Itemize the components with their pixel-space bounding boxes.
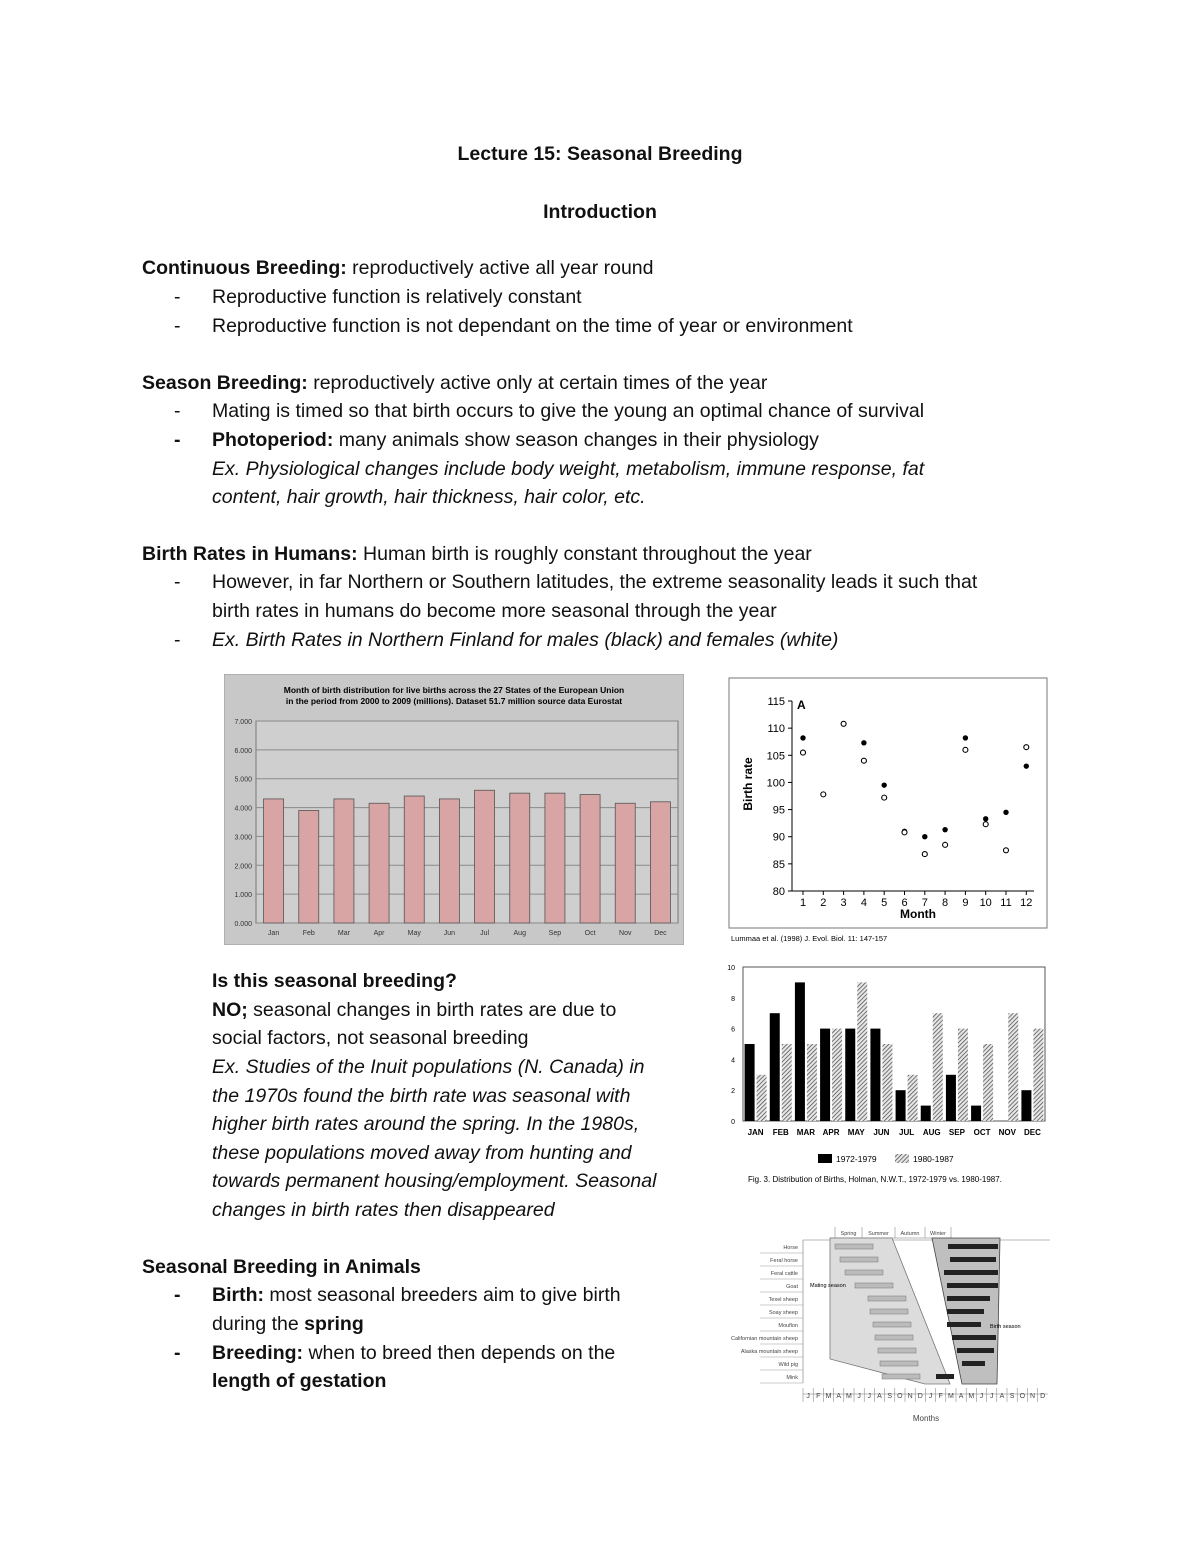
y-tick-label: 10	[727, 965, 735, 972]
species-label: Horse	[783, 1245, 798, 1251]
y-tick-label: 8	[731, 995, 735, 1003]
month-letter: J	[806, 1393, 810, 1400]
x-tick-label: APR	[822, 1128, 840, 1137]
breeding-bullet	[212, 1339, 615, 1368]
section-heading-introduction: Introduction	[543, 201, 657, 223]
month-letter: M	[968, 1393, 975, 1400]
y-tick-label: 100	[766, 777, 785, 790]
mating-bar	[875, 1335, 913, 1340]
photoperiod-term: Photoperiod:	[212, 429, 334, 451]
female-point	[882, 795, 887, 800]
plot-area	[256, 721, 678, 923]
male-point	[963, 735, 968, 740]
birth-bar	[950, 1257, 996, 1262]
birth-season-label: Birth season	[990, 1324, 1021, 1330]
legend-swatch-1980	[895, 1154, 909, 1163]
bar	[264, 799, 284, 923]
birth-bar	[936, 1374, 954, 1379]
season-label: Autumn	[900, 1231, 920, 1237]
bullet-dash: -	[174, 1342, 181, 1364]
x-tick-label: 11	[1000, 897, 1012, 909]
bar-1980-1987	[782, 1044, 792, 1121]
month-letter: J	[867, 1393, 872, 1400]
season-breeding-definition	[142, 369, 767, 398]
x-tick-label: NOV	[998, 1128, 1016, 1137]
x-tick-label: 9	[962, 897, 969, 909]
x-tick-label: DEC	[1023, 1128, 1041, 1137]
bar-1980-1987	[1033, 1029, 1043, 1121]
x-tick-label: 8	[942, 897, 949, 909]
y-tick-label: 90	[772, 831, 785, 844]
species-label: Goat	[786, 1284, 798, 1290]
y-tick-label: 95	[772, 804, 785, 817]
x-tick-label: JUL	[899, 1128, 915, 1137]
photoperiod-example-line1: Ex. Physiological changes include body weight, metabolism, immune response, fat	[212, 458, 925, 480]
male-point	[800, 735, 805, 740]
continuous-breeding-term: Continuous Breeding:	[142, 257, 347, 279]
bar	[580, 795, 600, 923]
bar-1980-1987	[908, 1075, 918, 1121]
birth-bar	[948, 1244, 998, 1249]
bar	[475, 790, 495, 923]
female-point	[1004, 848, 1009, 853]
breeding-term: Breeding:	[212, 1342, 304, 1364]
y-tick-label: 7.000	[234, 719, 252, 726]
x-tick-label: 2	[820, 897, 827, 909]
female-point	[943, 842, 948, 847]
species-label: Wild pig	[778, 1362, 798, 1368]
bullet-dash: -	[174, 286, 181, 308]
x-tick-label: 1	[799, 897, 807, 909]
species-label: Mouflon	[778, 1323, 798, 1329]
male-point	[942, 827, 947, 832]
photoperiod-def: many animals show season changes in their physiology	[338, 429, 819, 451]
y-tick-label: 1.000	[234, 892, 252, 900]
birth-def-line2: during the	[212, 1313, 299, 1335]
spring-term: spring	[304, 1313, 364, 1335]
mating-season-label: Mating season	[810, 1283, 846, 1289]
month-letter: S	[1009, 1393, 1015, 1400]
figure-caption: Fig. 3. Distribution of Births, Holman, N.W.T., 1972-1979 vs. 1980-1987.	[748, 1175, 1002, 1184]
bar-1972-1979	[870, 1029, 880, 1121]
inuit-example-line: the 1970s found the birth rate was seasonal with	[212, 1085, 631, 1107]
month-letter: F	[938, 1393, 943, 1400]
birth-bar	[962, 1361, 985, 1366]
answer-no: NO;	[212, 999, 248, 1021]
page-title: Lecture 15: Seasonal Breeding	[457, 143, 743, 165]
bar-1972-1979	[1021, 1090, 1031, 1121]
birth-rates-humans-term: Birth Rates in Humans:	[142, 543, 358, 565]
month-letter: J	[989, 1393, 994, 1400]
answer-line1	[212, 996, 616, 1025]
x-tick-label: 4	[860, 897, 867, 909]
female-point	[821, 792, 826, 797]
x-tick-label: Sep	[548, 930, 562, 937]
month-letter: F	[816, 1393, 821, 1400]
season-breeding-def: reproductively active only at certain times of the year	[313, 372, 768, 394]
continuous-breeding-definition	[142, 254, 653, 283]
x-tick-label: 5	[881, 897, 888, 909]
y-tick-label: 80	[772, 886, 785, 898]
bar-1972-1979	[770, 1013, 780, 1121]
x-tick-label: 10	[979, 897, 992, 909]
x-tick-label: Jul	[480, 930, 490, 937]
month-letter: N	[907, 1393, 913, 1400]
chart-title-line1: Month of birth distribution for live births across the 27 States of the European Union	[283, 685, 625, 695]
mating-bar	[835, 1244, 873, 1249]
x-tick-label: Jan	[267, 930, 280, 937]
x-tick-label: FEB	[772, 1128, 789, 1137]
birth-bar	[947, 1309, 984, 1314]
x-axis-label: Month	[900, 907, 936, 921]
bar	[404, 796, 424, 923]
inuit-example-line: Ex. Studies of the Inuit populations (N. Canada) in	[212, 1056, 645, 1078]
bullet-dash: -	[174, 1284, 181, 1306]
bar-1980-1987	[933, 1013, 943, 1121]
bar-1980-1987	[857, 982, 867, 1121]
male-point	[983, 816, 988, 821]
x-tick-label: Jun	[443, 930, 456, 937]
mating-bar	[840, 1257, 878, 1262]
humans-bullet-1-line1: However, in far Northern or Southern latitudes, the extreme seasonality leads it such that	[212, 571, 978, 593]
mating-bar	[855, 1283, 893, 1288]
month-letter: O	[1019, 1393, 1026, 1400]
mating-bar	[878, 1348, 916, 1353]
x-tick-label: Nov	[619, 930, 632, 937]
answer-line2: social factors, not seasonal breeding	[212, 1027, 529, 1049]
x-tick-label: Oct	[584, 930, 596, 937]
bar-1972-1979	[921, 1106, 931, 1121]
bar-1980-1987	[882, 1044, 892, 1121]
bar-1972-1979	[845, 1029, 855, 1121]
bar-1980-1987	[983, 1044, 993, 1121]
female-point	[841, 721, 846, 726]
gestation-term: length of gestation	[212, 1370, 387, 1392]
breeding-def: when to breed then depends on the	[308, 1342, 616, 1364]
birth-bullet	[212, 1281, 621, 1310]
citation: Lummaa et al. (1998) J. Evol. Biol. 11: 147-157	[731, 934, 888, 943]
month-letter: S	[887, 1393, 893, 1400]
month-letter: J	[857, 1393, 861, 1400]
y-tick-label: 5.000	[234, 776, 252, 784]
birth-def: most seasonal breeders aim to give birth	[269, 1284, 621, 1306]
continuous-bullet-2: Reproductive function is not dependant on the time of year or environment	[212, 315, 853, 337]
months-axis-label: Months	[912, 1414, 940, 1423]
bar	[510, 793, 530, 923]
x-tick-label: OCT	[973, 1128, 991, 1137]
bar	[615, 803, 635, 923]
legend-label-1972: 1972-1979	[836, 1154, 877, 1164]
x-tick-label: JAN	[747, 1128, 764, 1137]
mating-bar	[845, 1270, 883, 1275]
inuit-example-line: higher birth rates around the spring. In the 1980s,	[212, 1113, 640, 1135]
photoperiod-example-line2: content, hair growth, hair thickness, hair color, etc.	[212, 486, 646, 508]
bar-1980-1987	[1008, 1013, 1018, 1121]
month-letter: D	[917, 1393, 923, 1400]
birth-bar	[957, 1348, 994, 1353]
y-tick-label: 105	[766, 750, 785, 763]
finland-birth-scatter-chart	[722, 674, 1050, 952]
month-letter: A	[999, 1393, 1005, 1400]
bar-1980-1987	[832, 1029, 842, 1121]
y-tick-label: 0.000	[234, 921, 252, 928]
birth-bar	[947, 1296, 990, 1301]
month-letter: M	[845, 1393, 852, 1400]
bar	[545, 793, 565, 923]
species-label: Soay sheep	[768, 1310, 798, 1316]
bar-1972-1979	[896, 1090, 906, 1121]
y-tick-label: 115	[767, 696, 785, 708]
female-point	[902, 830, 907, 835]
bar	[369, 803, 389, 923]
question-heading: Is this seasonal breeding?	[212, 970, 457, 992]
chart-title-line2: in the period from 2000 to 2009 (millions). Dataset 51.7 million source data Eurostat	[285, 696, 623, 706]
y-tick-label: 6	[731, 1026, 735, 1034]
animals-heading: Seasonal Breeding in Animals	[142, 1256, 421, 1278]
humans-bullet-2: Ex. Birth Rates in Northern Finland for males (black) and females (white)	[212, 629, 839, 651]
species-label: Texel sheep	[768, 1297, 798, 1303]
species-label: Feral horse	[770, 1258, 798, 1264]
x-tick-label: Apr	[373, 930, 385, 937]
bullet-dash: -	[174, 429, 181, 451]
breeding-season-diagram	[700, 1224, 1052, 1426]
female-point	[983, 822, 988, 827]
x-tick-label: Feb	[302, 930, 315, 937]
species-label: Californian mountain sheep	[731, 1336, 798, 1342]
x-tick-label: May	[407, 930, 421, 937]
species-label: Alaska mountain sheep	[740, 1349, 798, 1355]
bar-1972-1979	[745, 1044, 755, 1121]
season-bullet-photoperiod	[212, 426, 819, 455]
x-tick-label: 12	[1020, 897, 1033, 909]
birth-bar	[944, 1270, 998, 1275]
month-letter: N	[1029, 1393, 1036, 1400]
female-point	[1024, 745, 1029, 750]
answer-rest: seasonal changes in birth rates are due to	[253, 999, 617, 1021]
season-label: Spring	[840, 1231, 857, 1237]
season-label: Winter	[930, 1231, 946, 1237]
x-tick-label: 3	[840, 897, 847, 909]
x-tick-label: MAR	[796, 1128, 816, 1137]
bar-1980-1987	[757, 1075, 767, 1121]
x-tick-label: Aug	[513, 930, 526, 937]
month-letter: J	[979, 1393, 984, 1400]
birth-rates-humans-def: Human birth is roughly constant throughout the year	[363, 543, 812, 565]
male-point	[1003, 810, 1008, 815]
inuit-example-line: towards permanent housing/employment. Seasonal	[212, 1170, 657, 1192]
y-tick-label: 110	[767, 723, 785, 736]
birth-bar	[947, 1283, 998, 1288]
bar	[334, 799, 354, 923]
female-point	[963, 747, 968, 752]
continuous-bullet-1: Reproductive function is relatively constant	[212, 286, 582, 308]
holman-birth-bar-chart	[720, 958, 1050, 1190]
bullet-dash: -	[174, 629, 181, 651]
bar	[650, 802, 670, 923]
mating-bar	[870, 1309, 908, 1314]
birth-bar	[952, 1335, 996, 1340]
bar	[439, 799, 459, 923]
y-tick-label: 0	[731, 1119, 735, 1126]
inuit-example-line: changes in birth rates then disappeared	[212, 1199, 555, 1221]
x-tick-label: 7	[921, 897, 928, 909]
bullet-dash: -	[174, 400, 181, 422]
birth-term: Birth:	[212, 1284, 264, 1306]
female-point	[861, 758, 866, 763]
month-letter: O	[897, 1393, 903, 1400]
panel-label: A	[797, 698, 806, 712]
male-point	[882, 782, 887, 787]
month-letter: A	[958, 1393, 964, 1400]
y-tick-label: 2	[731, 1088, 735, 1096]
y-tick-label: 4.000	[234, 805, 252, 813]
season-label: Summer	[868, 1231, 889, 1237]
inuit-example-line: these populations moved away from hunting and	[212, 1142, 632, 1164]
month-letter: D	[1040, 1393, 1046, 1400]
y-tick-label: 4	[731, 1057, 735, 1065]
bar-1972-1979	[820, 1029, 830, 1121]
female-point	[922, 852, 927, 857]
y-tick-label: 2.000	[234, 863, 252, 871]
bar-1972-1979	[795, 982, 805, 1121]
month-letter: J	[928, 1393, 933, 1400]
x-tick-label: AUG	[922, 1128, 941, 1137]
continuous-breeding-def: reproductively active all year round	[352, 257, 654, 279]
bar-1972-1979	[971, 1106, 981, 1121]
x-tick-label: JUN	[873, 1128, 890, 1137]
month-letter: A	[877, 1393, 882, 1400]
x-tick-label: SEP	[948, 1128, 965, 1137]
eu-birth-bar-chart	[224, 674, 684, 945]
birth-rates-humans-definition	[142, 540, 812, 569]
legend-label-1980: 1980-1987	[913, 1154, 954, 1164]
humans-bullet-1-line2: birth rates in humans do become more seasonal through the year	[212, 600, 777, 622]
legend-swatch-1972	[818, 1154, 832, 1163]
y-tick-label: 85	[772, 858, 785, 871]
x-tick-label: Dec	[654, 930, 667, 937]
bullet-dash: -	[174, 315, 181, 337]
male-point	[861, 740, 866, 745]
mating-bar	[873, 1322, 911, 1327]
x-tick-label: 6	[901, 897, 908, 909]
mating-bar	[880, 1361, 918, 1366]
species-label: Feral cattle	[770, 1271, 798, 1277]
season-bullet-mating: Mating is timed so that birth occurs to give the young an optimal chance of survival	[212, 400, 925, 422]
y-tick-label: 6.000	[234, 747, 252, 755]
x-tick-label: MAY	[847, 1128, 865, 1137]
mating-bar	[882, 1374, 920, 1379]
bar-1972-1979	[946, 1075, 956, 1121]
bullet-dash: -	[174, 571, 181, 593]
species-label: Mink	[786, 1375, 798, 1381]
male-point	[922, 834, 927, 839]
birth-bar	[947, 1322, 981, 1327]
bar-1980-1987	[958, 1029, 968, 1121]
month-letter: M	[825, 1393, 832, 1400]
month-letter: M	[947, 1393, 954, 1400]
month-letter: A	[836, 1393, 842, 1400]
female-point	[801, 750, 806, 755]
x-tick-label: Mar	[337, 930, 350, 937]
bar-1980-1987	[807, 1044, 817, 1121]
mating-bar	[868, 1296, 906, 1301]
season-breeding-term: Season Breeding:	[142, 372, 308, 394]
birth-bullet-line2	[212, 1310, 364, 1339]
y-tick-label: 3.000	[234, 834, 252, 842]
y-axis-label: Birth rate	[741, 757, 755, 811]
male-point	[1024, 763, 1029, 768]
bar	[299, 810, 319, 923]
